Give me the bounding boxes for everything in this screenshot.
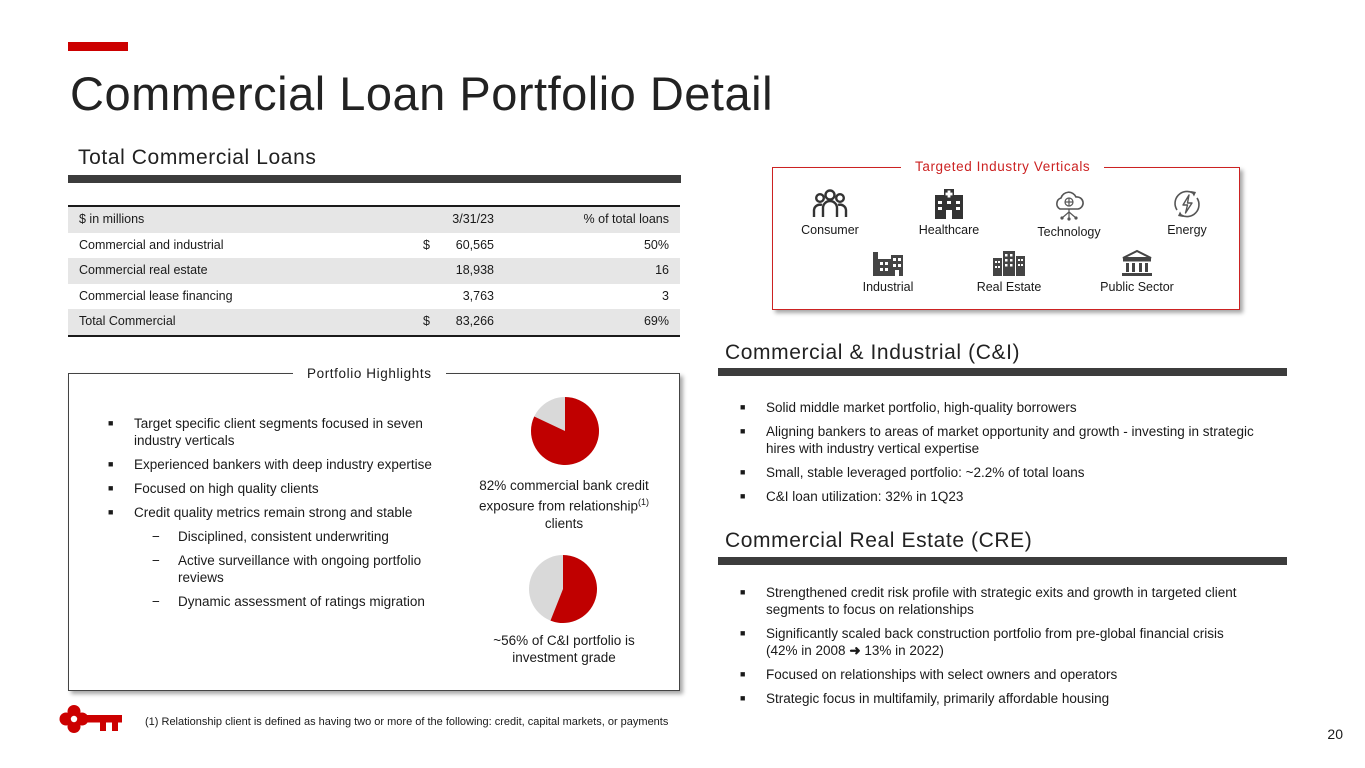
bank-icon: [1119, 249, 1155, 277]
table-row: [68, 284, 680, 310]
total-pct: 69%: [643, 314, 669, 328]
pie-caption-relationship: [478, 477, 650, 532]
bullet-text: Solid middle market portfolio, high-quality borrowers: [766, 400, 1077, 415]
header-pct: % of total loans: [583, 212, 669, 226]
header-date: 3/31/23: [452, 212, 494, 226]
cloud-network-icon: [1051, 190, 1087, 222]
bullet-text: Focused on high quality clients: [134, 481, 319, 496]
industry-label: Technology: [1037, 225, 1101, 239]
sub-bullet-text: Active surveillance with ongoing portfolio reviews: [178, 553, 422, 585]
row-value: 18,938: [455, 263, 494, 277]
bullet-text: Strengthened credit risk profile with strategic exits and growth in targeted client segments to focus on relationships: [766, 585, 1237, 617]
list-item: ■ Significantly scaled back construction portfolio from pre-global financial crisis (42% in 2008 ➜ 13% in 2022): [740, 626, 1224, 658]
bullet-text: Strategic focus in multifamily, primarily affordable housing: [766, 691, 1110, 706]
row-label: Commercial real estate: [79, 263, 208, 277]
energy-cycle-icon: [1169, 188, 1205, 220]
bullet-text: C&I loan utilization: 32% in 1Q23: [766, 489, 964, 504]
industry-label: Consumer: [801, 223, 859, 237]
row-pct: 3: [662, 288, 669, 303]
cre-section-rule: [718, 557, 1287, 565]
ci-section-title: Commercial & Industrial (C&I): [725, 341, 1021, 364]
industry-consumer: [775, 188, 885, 237]
buildings-icon: [991, 249, 1027, 277]
list-item: ■ Solid middle market portfolio, high-quality borrowers: [740, 400, 1077, 415]
industry-technology: [1014, 190, 1124, 239]
industry-energy: [1132, 188, 1242, 237]
industry-label: Public Sector: [1100, 280, 1174, 294]
industry-label: Healthcare: [918, 223, 980, 237]
industry-label: Real Estate: [976, 280, 1042, 294]
loans-section-title: Total Commercial Loans: [78, 146, 317, 169]
sub-list-item: − Disciplined, consistent underwriting: [152, 529, 389, 544]
row-value: 60,565: [455, 237, 494, 252]
row-value: 3,763: [462, 288, 494, 303]
list-item: ■ Focused on high quality clients: [108, 481, 319, 496]
hospital-icon: [931, 188, 967, 220]
list-item: ■ Strengthened credit risk profile with strategic exits and growth in targeted client segments to focus on relationships: [740, 585, 1237, 617]
bullet-text: (42% in 2008: [766, 643, 850, 658]
industry-public-sector: [1082, 249, 1192, 294]
page-title: Commercial Loan Portfolio Detail: [70, 67, 774, 120]
factory-icon: [870, 249, 906, 277]
list-item: ■ C&I loan utilization: 32% in 1Q23: [740, 489, 964, 504]
cre-section-title: Commercial Real Estate (CRE): [725, 529, 1033, 552]
sub-list-item: − Active surveillance with ongoing portfolio reviews: [152, 553, 422, 585]
total-value: 83,266: [455, 314, 494, 328]
bullet-text: Target specific client segments focused in seven industry verticals: [134, 416, 423, 448]
loans-table: [68, 205, 680, 337]
list-item: ■ Experienced bankers with deep industry expertise: [108, 457, 432, 472]
table-total-row: [68, 309, 680, 337]
cre-list: [740, 584, 1285, 714]
bullet-text: Credit quality metrics remain strong and stable: [134, 505, 413, 520]
row-pct: 50%: [643, 237, 669, 252]
footnote: (1) Relationship client is defined as having two or more of the following: credit, capital markets, or payments: [145, 716, 669, 728]
bullet-text: Small, stable leveraged portfolio: ~2.2% of total loans: [766, 465, 1085, 480]
footnote-marker: (1): [638, 497, 650, 507]
list-item: ■ Credit quality metrics remain strong and stable: [108, 505, 413, 520]
people-icon: [812, 188, 848, 220]
sub-bullet-text: Disciplined, consistent underwriting: [178, 529, 389, 544]
industry-label: Industrial: [862, 280, 914, 294]
arrow-right-icon: ➜: [849, 643, 861, 658]
key-logo-icon: [56, 704, 124, 734]
list-item: ■ Small, stable leveraged portfolio: ~2.2% of total loans: [740, 465, 1085, 480]
bullet-text: Aligning bankers to areas of market opportunity and growth - investing in strategic hires with industry vertical expertise: [766, 424, 1254, 456]
industry-industrial: [833, 249, 943, 294]
list-item: ■ Focused on relationships with select owners and operators: [740, 667, 1118, 682]
total-label: Total Commercial: [79, 314, 176, 328]
caption-text: 82% commercial bank credit exposure from relationship: [478, 478, 649, 514]
investment-grade-pie: [527, 553, 599, 625]
bullet-text: Experienced bankers with deep industry expertise: [134, 457, 432, 472]
row-pct: 16: [655, 263, 669, 277]
sub-list-item: − Dynamic assessment of ratings migration: [152, 594, 425, 609]
ci-section-rule: [718, 368, 1287, 376]
list-item: ■ Strategic focus in multifamily, primarily affordable housing: [740, 691, 1110, 706]
table-header-row: [68, 205, 680, 233]
loans-section-rule: [68, 175, 681, 183]
relationship-exposure-pie: [529, 395, 601, 467]
portfolio-highlights-title: Portfolio Highlights: [293, 366, 446, 381]
industry-label: Energy: [1167, 223, 1207, 237]
list-item: ■ Target specific client segments focused in seven industry verticals: [108, 416, 423, 448]
row-label: Commercial and industrial: [79, 237, 224, 252]
header-label: $ in millions: [79, 212, 145, 226]
industry-healthcare: [894, 188, 1004, 237]
page-number: 20: [1327, 726, 1343, 742]
row-currency: $: [423, 237, 430, 252]
title-accent-bar: [68, 42, 128, 51]
ci-list: [740, 399, 1285, 512]
caption-text: ~56% of C&I portfolio is investment grade: [493, 633, 635, 665]
sub-bullet-text: Dynamic assessment of ratings migration: [178, 594, 425, 609]
list-item: ■ Aligning bankers to areas of market opportunity and growth - investing in strategic hires with industry vertical expertise: [740, 424, 1254, 456]
industry-real-estate: [954, 249, 1064, 294]
industry-verticals-title: Targeted Industry Verticals: [901, 159, 1104, 174]
bullet-text: Focused on relationships with select owners and operators: [766, 667, 1118, 682]
row-label: Commercial lease financing: [79, 288, 233, 303]
table-row: [68, 233, 680, 259]
total-currency: $: [423, 314, 430, 328]
bullet-text: Significantly scaled back construction portfolio from pre-global financial crisis: [766, 626, 1224, 641]
pie-caption-investment-grade: [478, 632, 650, 666]
highlights-list: [108, 415, 453, 617]
table-row: [68, 258, 680, 284]
caption-text: clients: [544, 515, 584, 531]
bullet-text: 13% in 2022): [860, 643, 944, 658]
